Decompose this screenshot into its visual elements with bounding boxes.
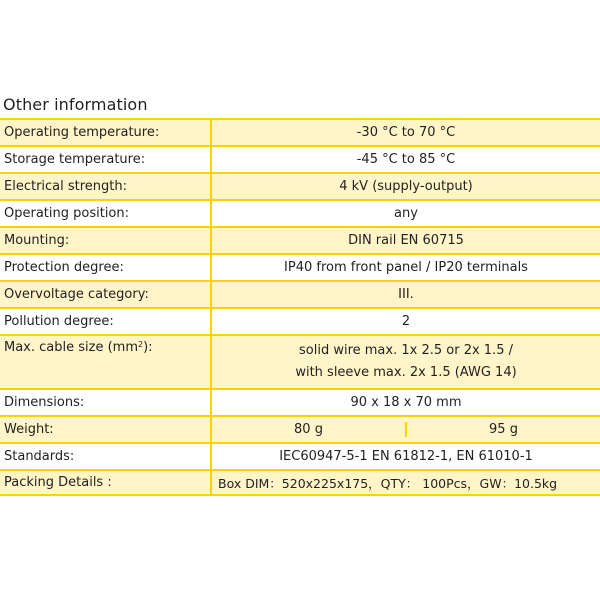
- spec-row-electrical-strength: [0, 172, 600, 199]
- spec-label: Weight:: [0, 417, 212, 442]
- spec-value: 2: [401, 314, 411, 329]
- spec-row-operating-temperature: [0, 118, 600, 145]
- spec-value: 90 x 18 x 70 mm: [350, 395, 462, 410]
- spec-label: Overvoltage category:: [0, 282, 212, 307]
- spec-value: IP40 from front panel / IP20 terminals: [284, 260, 528, 275]
- spec-row-overvoltage-category: [0, 280, 600, 307]
- spec-value-line: with sleeve max. 2x 1.5 (AWG 14): [295, 365, 517, 380]
- spec-label-superscript: 2: [138, 340, 144, 349]
- spec-row-protection-degree: [0, 253, 600, 280]
- spec-value-variant-a: 80 g: [212, 422, 407, 437]
- spec-row-pollution-degree: [0, 307, 600, 334]
- spec-label: Electrical strength:: [0, 174, 212, 199]
- spec-row-max-cable-size: [0, 334, 600, 388]
- spec-value: -45 °C to 85 °C: [356, 152, 456, 167]
- spec-row-dimensions: [0, 388, 600, 415]
- spec-label-prefix: Max. cable size (mm: [4, 340, 138, 355]
- spec-label: Operating temperature:: [0, 120, 212, 145]
- spec-value: -30 °C to 70 °C: [356, 125, 456, 140]
- spec-label: Operating position:: [0, 201, 212, 226]
- spec-label: [0, 336, 212, 388]
- spec-label: Standards:: [0, 444, 212, 469]
- spec-row-packing-details: [0, 469, 600, 496]
- spec-row-operating-position: [0, 199, 600, 226]
- spec-row-storage-temperature: [0, 145, 600, 172]
- spec-value: any: [394, 206, 418, 221]
- spec-label: Packing Details :: [0, 471, 212, 494]
- spec-value: [212, 336, 600, 388]
- spec-value: DIN rail EN 60715: [348, 233, 464, 248]
- spec-value: III.: [398, 287, 414, 302]
- spec-row-mounting: [0, 226, 600, 253]
- spec-value-line: solid wire max. 1x 2.5 or 2x 1.5 /: [299, 343, 513, 358]
- spec-value-variant-b: 95 g: [489, 422, 518, 437]
- spec-table: [0, 118, 600, 496]
- spec-row-weight: [0, 415, 600, 442]
- section-title: Other information: [3, 95, 148, 114]
- spec-value: Box DIM：520x225x175，QTY： 100Pcs，GW：10.5kg: [218, 475, 558, 491]
- spec-value: [212, 417, 600, 442]
- spec-label: Pollution degree:: [0, 309, 212, 334]
- spec-label-suffix: ):: [143, 340, 153, 355]
- spec-value: 4 kV (supply-output): [339, 179, 473, 194]
- spec-label: Mounting:: [0, 228, 212, 253]
- spec-label: Dimensions:: [0, 390, 212, 415]
- spec-label: Protection degree:: [0, 255, 212, 280]
- spec-value: IEC60947-5-1 EN 61812-1, EN 61010-1: [279, 449, 533, 464]
- spec-label: Storage temperature:: [0, 147, 212, 172]
- spec-row-standards: [0, 442, 600, 469]
